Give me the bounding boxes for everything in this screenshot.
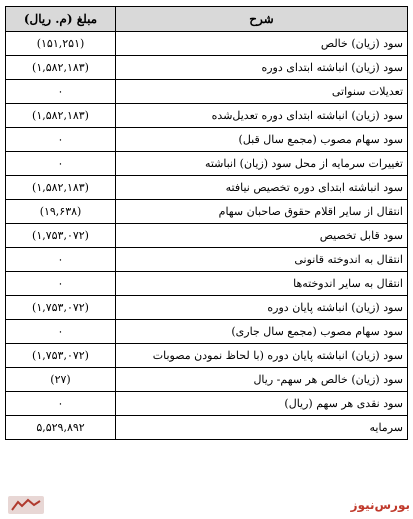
description-cell: سود قابل تخصیص [116, 224, 408, 248]
table-row [6, 224, 408, 248]
description-cell: سود سهام مصوب (مجمع سال قبل) [116, 128, 408, 152]
table-row [6, 176, 408, 200]
description-cell: سود (زیان) انباشته پایان دوره [116, 296, 408, 320]
table-header-row [6, 7, 408, 32]
description-cell: تعدیلات سنواتی [116, 80, 408, 104]
source-logo [8, 496, 44, 514]
table-row [6, 392, 408, 416]
amount-cell: (۱,۷۵۳,۰۷۲) [6, 224, 116, 248]
description-cell: سود سهام مصوب (مجمع سال جاری) [116, 320, 408, 344]
amount-cell: ۰ [6, 80, 116, 104]
amount-cell: ۰ [6, 248, 116, 272]
description-cell: سود (زیان) خالص هر سهم- ریال [116, 368, 408, 392]
amount-cell: ۰ [6, 152, 116, 176]
table-row [6, 104, 408, 128]
amount-cell: ۰ [6, 392, 116, 416]
amount-cell: ۰ [6, 272, 116, 296]
amount-cell: (۱۵۱,۲۵۱) [6, 32, 116, 56]
amount-cell: ۰ [6, 320, 116, 344]
amount-cell: (۱,۵۸۲,۱۸۳) [6, 56, 116, 80]
watermark-text: بورس‌نیوز [350, 498, 410, 512]
description-cell: سود نقدی هر سهم (ریال) [116, 392, 408, 416]
amount-cell: (۱,۵۸۲,۱۸۳) [6, 176, 116, 200]
table-row [6, 272, 408, 296]
description-cell: انتقال به سایر اندوخته‌ها [116, 272, 408, 296]
table-row [6, 344, 408, 368]
amount-cell: ۰ [6, 128, 116, 152]
amount-cell: (۱,۷۵۳,۰۷۲) [6, 344, 116, 368]
table-row [6, 368, 408, 392]
table-row [6, 152, 408, 176]
table-row [6, 200, 408, 224]
financial-statement-table [5, 6, 408, 440]
table-row [6, 80, 408, 104]
description-cell: سود (زیان) انباشته پایان دوره (با لحاظ نمودن مصوبات [116, 344, 408, 368]
description-cell: انتقال به اندوخته قانونی [116, 248, 408, 272]
amount-cell: (۲۷) [6, 368, 116, 392]
amount-cell: (۱,۷۵۳,۰۷۲) [6, 296, 116, 320]
description-cell: سود (زیان) خالص [116, 32, 408, 56]
table-row [6, 128, 408, 152]
description-cell: تغییرات سرمایه از محل سود (زیان) انباشته [116, 152, 408, 176]
table-row [6, 320, 408, 344]
amount-cell: (۱,۵۸۲,۱۸۳) [6, 104, 116, 128]
table-row [6, 296, 408, 320]
description-cell: سرمایه [116, 416, 408, 440]
table-row [6, 248, 408, 272]
amount-cell: (۱۹,۶۳۸) [6, 200, 116, 224]
table-row [6, 416, 408, 440]
table-row [6, 56, 408, 80]
description-cell: سود (زیان) انباشته ابتدای دوره تعدیل‌شده [116, 104, 408, 128]
amount-column-header: مبلغ (م. ریال) [6, 7, 116, 32]
description-column-header: شرح [116, 7, 408, 32]
description-cell: سود انباشته ابتدای دوره تخصیص نیافته [116, 176, 408, 200]
amount-cell: ۵,۵۲۹,۸۹۲ [6, 416, 116, 440]
description-cell: انتقال از سایر اقلام حقوق صاحبان سهام [116, 200, 408, 224]
description-cell: سود (زیان) انباشته ابتدای دوره [116, 56, 408, 80]
table-row [6, 32, 408, 56]
